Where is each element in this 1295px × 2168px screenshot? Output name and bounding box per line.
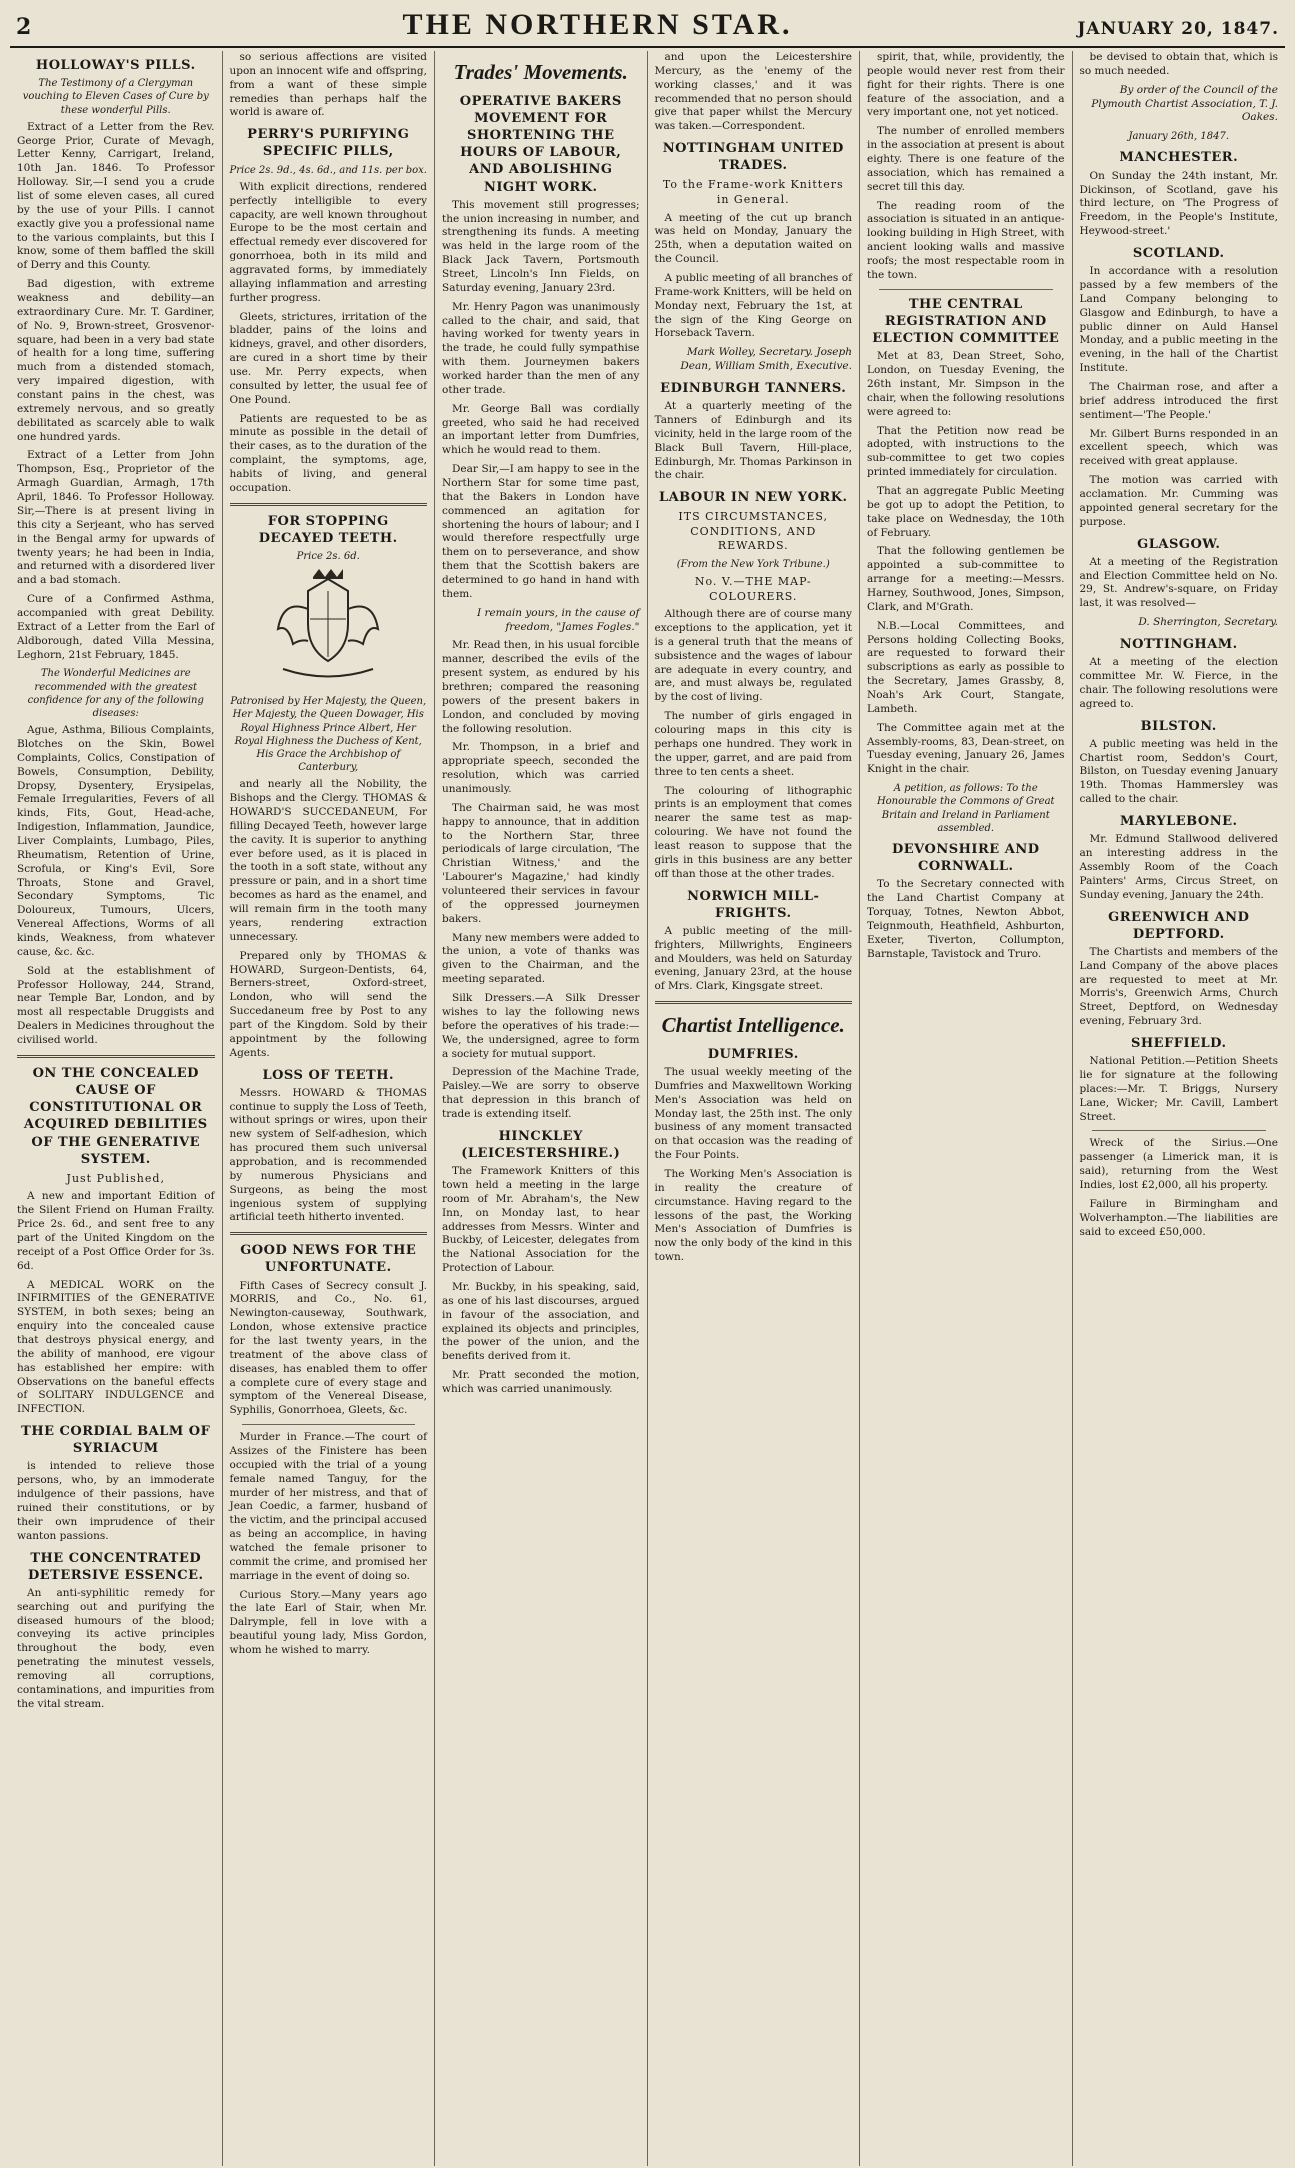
paragraph: A public meeting of the mill-frighters, Millwrights, Engineers and Moulders, was held on Saturday evening, January 23rd, at the house of Mrs. Clark, Kingsgate street. <box>654 924 852 993</box>
columns <box>10 51 1285 2166</box>
paragraph: The Chairman rose, and after a brief address introduced the first sentiment—'The People.' <box>1079 380 1278 421</box>
headline-perrys-pills: PERRY'S PURIFYING SPECIFIC PILLS, <box>247 127 410 160</box>
column-6 <box>1073 51 1286 2166</box>
paragraph: The number of girls engaged in colouring maps in this city is perhaps one hundred. They work in the upper, garret, and are paid from three to ten cents a sheet. <box>654 710 852 778</box>
paragraph: and nearly all the Nobility, the Bishops and the Clergy. THOMAS & HOWARD'S SUCCEDANEUM, For filling Decayed Teeth, however large the cavity. It is superior to anything ever before used, as it is placed in the tooth in a soft state, without any pressure or pain, and in a short time becomes as hard as the enamel, and will remain firm in the tooth many years, rendering extraction unnecessary. <box>229 778 427 943</box>
paragraph: A public meeting was held in the Chartist room, Seddon's Court, Bilston, on Tuesday evening January 19th. Thomas Hammersley was called to the chair. <box>1079 737 1278 806</box>
paragraph: That the Petition now read be adopted, with instructions to the sub-committee to get two copies printed immediately for circulation. <box>867 424 1065 479</box>
headline-bakers: OPERATIVE BAKERS MOVEMENT FOR SHORTENING THE HOURS OF LABOUR, AND ABOLISHING NIGHT WORK. <box>459 93 622 195</box>
paragraph: Many new members were added to the union, a vote of thanks was given to the Chairman, and the meeting separated. <box>442 931 640 986</box>
paragraph: National Petition.—Petition Sheets lie for signature at the following places:—Mr. T. Briggs, Nursery Lane, Wicker; Mr. Cavill, Lambert Street. <box>1079 1055 1278 1123</box>
divider <box>230 503 428 506</box>
paragraph: Mr. Gilbert Burns responded in an excellent speech, which was received with great applause. <box>1079 427 1278 468</box>
page-number: 2 <box>16 14 32 40</box>
paragraph: Met at 83, Dean Street, Soho, London, on Tuesday Evening, the 26th instant, Mr. Simpson in the chair, when the following resolutions were agreed to: <box>867 350 1065 418</box>
paragraph: is intended to relieve those persons, who, by an immoderate indulgence of their passions, have ruined their constitutions, or by their own imprudence of their wanton passions. <box>17 1460 215 1542</box>
headline-dumfries: DUMFRIES. <box>707 1046 799 1062</box>
headline-sheffield: SHEFFIELD. <box>1130 1035 1227 1051</box>
paragraph: Curious Story.—Many years ago the late Earl of Stair, when Mr. Dalrymple, fell in love with a beautiful young lady, Miss Gordon, whom he wished to marry. <box>229 1588 427 1657</box>
dateline: January 26th, 1847. <box>1128 131 1230 143</box>
paragraph: With explicit directions, rendered perfectly intelligible to every capacity, are well known throughout Europe to be the most certain and effectual remedy ever discovered for gonorrhoea, both in its mild and aggravated forms, by immediately allaying inflammation and arresting further progress. <box>229 180 427 304</box>
headline-norwich: NORWICH MILL-FRIGHTS. <box>687 888 820 921</box>
headline-labour-new-york: LABOUR IN NEW YORK. <box>658 490 848 506</box>
paragraph: A public meeting of all branches of Frame-work Knitters, will be held on Monday next, February the 1st, at the sign of the King George on Horseback Tavern. <box>654 271 852 340</box>
paragraph: spirit, that, while, providently, the people would never rest from their fight for their rights. There is one feature of the association, and a very important one, not yet noticed. <box>867 51 1065 119</box>
column-1 <box>10 51 223 2166</box>
paragraph: Mr. Edmund Stallwood delivered an interesting address in the Assembly Room of the Coach Painters' Arms, Circus Street, on Sunday evening, January the 24th. <box>1079 833 1278 901</box>
paragraph: The number of enrolled members in the association at present is about eighty. There is one feature of the association, which has remained a secret till this day. <box>867 125 1065 193</box>
headline-marylebone: MARYLEBONE. <box>1119 814 1238 830</box>
divider <box>879 289 1053 290</box>
price-line: Price 2s. 9d., 4s. 6d., and 11s. per box. <box>229 164 427 176</box>
paragraph: At a meeting of the Registration and Election Committee held on No. 29, St. Andrew's-square, on Friday last, it was resolved— <box>1079 555 1278 610</box>
paragraph: and upon the Leicestershire Mercury, as the 'enemy of the working classes,' and it was recommended that no person should give that paper whilst the Mercury was taken.—Correspondent. <box>654 51 852 133</box>
masthead <box>10 8 1285 48</box>
paragraph: In accordance with a resolution passed by a few members of the Land Company belonging to Glasgow and Edinburgh, to have a public dinner on Auld Hansel Monday, and a public meeting in the evening, in the hall of the Chartist Institute. <box>1079 265 1278 375</box>
paragraph: Mr. Henry Pagon was unanimously called to the chair, and said, that having worked for twenty years in the trade, he could fully sympathise with them. Journeymen bakers worked harder than the men of any other trade. <box>442 300 640 396</box>
column-5 <box>860 51 1073 2166</box>
paragraph: Silk Dressers.—A Silk Dresser wishes to lay the following news before the operatives of his trade:—We, the undersigned, agree to form a society for mutual support. <box>442 992 640 1060</box>
petition-heading: A petition, as follows: To the Honourable the Commons of Great Britain and Ireland in Parliament assembled. <box>876 783 1055 834</box>
paragraph: Depression of the Machine Trade, Paisley.—We are sorry to observe that depression in this branch of trade is extending itself. <box>442 1066 640 1120</box>
paragraph: Mr. Thompson, in a brief and appropriate speech, seconded the resolution, which was carried unanimously. <box>442 741 640 796</box>
headline-debilities: ON THE CONCEALED CAUSE OF CONSTITUTIONAL OR ACQUIRED DEBILITIES OF THE GENERATIVE SYSTEM. <box>23 1065 208 1167</box>
paragraph: A new and important Edition of the Silent Friend on Human Frailty. Price 2s. 6d., and sent free to any part of the United Kingdom on the receipt of a Post Office Order for 3s. 6d. <box>17 1190 215 1272</box>
headline-nottingham: NOTTINGHAM. <box>1119 637 1238 653</box>
source-line: (From the New York Tribune.) <box>676 558 830 570</box>
paragraph: The Working Men's Association is in reality the creature of circumstance. Having regard to the lessons of the past, the Working Men's Association of Dumfries is now the only body of the kind in this town. <box>654 1168 852 1264</box>
paragraph: That the following gentlemen be appointed a sub-committee to arrange for a meeting:—Messrs. Harney, Southwood, Jones, Simpson, Clark, and M'Grath. <box>867 545 1065 613</box>
paragraph: Mr. Pratt seconded the motion, which was carried unanimously. <box>442 1369 640 1395</box>
column-2 <box>223 51 436 2166</box>
coat-of-arms-icon <box>253 569 403 689</box>
headline-central-registration: THE CENTRAL REGISTRATION AND ELECTION COMMITTEE <box>872 296 1060 347</box>
paragraph: This movement still progresses; the union increasing in number, and strengthening its funds. A meeting was held in the large room of the Black Jack Tavern, Portsmouth Street, Lincoln's Inn Fields, on Saturday evening, January 23rd. <box>442 198 640 294</box>
paragraph: Mr. Buckby, in his speaking, said, as one of his last discourses, argued in favour of the association, and explained its objects and principles, the power of the union, and the benefits derived from it. <box>442 1280 640 1363</box>
patronage: Patronised by Her Majesty, the Queen, Her Majesty, the Queen Dowager, His Royal Highness Prince Albert, Her Royal Highness the Duchess of Kent, His Grace the Archbishop of Canterbury, <box>230 696 427 774</box>
headline-detersive-essence: THE CONCENTRATED DETERSIVE ESSENCE. <box>27 1550 204 1583</box>
headline-nottingham-trades: NOTTINGHAM UNITED TRADES. <box>662 141 844 174</box>
subheading: No. V.—THE MAP-COLOURERS. <box>694 575 812 603</box>
divider <box>655 1001 853 1004</box>
lead: The Testimony of a Clergyman vouching to Eleven Cases of Cure by these wonderful Pills. <box>22 78 209 116</box>
paragraph: Although there are of course many exceptions to the application, yet it is a general truth that the means of subsistence and the wages of labour are adequate in every country, and are, and must always be, regulated by the cost of living. <box>654 608 852 704</box>
list-heading: The Wonderful Medicines are recommended with the greatest confidence for any of the following diseases: <box>27 668 204 719</box>
signature: By order of the Council of the Plymouth Chartist Association, T. J. Oakes. <box>1091 83 1278 124</box>
paragraph: To the Secretary connected with the Land Chartist Company at Torquay, Totnes, Newton Abbot, Teignmouth, Heathfield, Ashburton, Exeter, Tiverton, Collumpton, Barnstaple, Tavistock and Truro. <box>867 878 1065 960</box>
issue-date: JANUARY 20, 1847. <box>1077 19 1279 39</box>
paragraph: so serious affections are visited upon an innocent wife and offspring, from a want of these simple remedies than perhaps half the world is aware of. <box>229 51 427 119</box>
divider <box>17 1055 215 1058</box>
subheading: Just Published, <box>66 1171 165 1185</box>
paragraph: Fifth Cases of Secrecy consult J. MORRIS, and Co., No. 61, Newington-causeway, Southwark, London, whose extensive practice for the last twenty years, in the treatment of the above class of diseases, has enabled them to offer a complete cure of every stage and symptom of the Venereal Disease, Syphilis, Gonorrhoea, Gleets, &c. <box>229 1279 427 1417</box>
newspaper-title: THE NORTHERN STAR. <box>402 8 793 41</box>
price-line: Price 2s. 6d. <box>296 551 360 563</box>
divider <box>1092 1130 1267 1131</box>
paragraph: At a meeting of the election committee Mr. W. Fierce, in the chair. The following resolutions were agreed to. <box>1079 656 1278 710</box>
headline-greenwich: GREENWICH AND DEPTFORD. <box>1108 909 1250 942</box>
paragraph: The motion was carried with acclamation. Mr. Cumming was appointed general secretary for the purpose. <box>1079 474 1278 528</box>
paragraph: The Chartists and members of the Land Company of the above places are requested to meet at Mr. Morris's, Greenwich Arms, Church Street, Deptford, on Wednesday evening, February 3rd. <box>1079 945 1278 1028</box>
paragraph: Bad digestion, with extreme weakness and debility—an extraordinary Cure. Mr. T. Gardiner, of No. 9, Brown-street, Grosvenor-square, had been in a very bad state of health for a long time, suffering much from a distended stomach, very impaired digestion, with constant pains in the chest, was extremely nervous, and so greatly debilitated as scarcely able to walk one hundred yards. <box>17 278 215 443</box>
paragraph: Prepared only by THOMAS & HOWARD, Surgeon-Dentists, 64, Berners-street, Oxford-street, London, who will send the Succedaneum free by Post to any part of the Kingdom. Sold by their appointment by the following Agents. <box>229 949 427 1059</box>
paragraph: A meeting of the cut up branch was held on Monday, January the 25th, when a deputation waited on the Council. <box>654 211 852 266</box>
paragraph: Extract of a Letter from the Rev. George Prior, Curate of Mevagh, Letter Kenny, Carrigart, Ireland, 10th Jan. 1846. To Professor Holloway. Sir,—I send you a crude list of some eleven cases, all cured by the use of your Pills. I cannot exactly give you a professional name to the various complaints, but this I know, some of them baffled the skill of Derry and this County. <box>17 120 215 272</box>
subheading: To the Frame-work Knitters in General. <box>662 178 844 206</box>
paragraph: Extract of a Letter from John Thompson, Esq., Proprietor of the Armagh Guardian, Armagh, 17th April, 1846. To Professor Holloway. Sir,—There is at present living in this city a Serjeant, who has served in the Bengal army for upwards of twenty years; he had been in India, and returned with a disordered liver and a bad stomach. <box>17 449 215 587</box>
paragraph: The Framework Knitters of this town held a meeting in the large room of Mr. Abraham's, the New Inn, on Monday last, to hear addresses from Messrs. Winter and Buckby, of Leicester, delegates from the National Association for the Protection of Labour. <box>442 1165 640 1275</box>
paragraph: Murder in France.—The court of Assizes of the Finistere has been occupied with the trial of a young female named Tanguy, for the murder of her mistress, and that of Jean Coedic, a farmer, husband of the victim, and the principal accused as being an accomplice, in having watched the female prisoner to commit the crime, and promised her marriage in the event of doing so. <box>229 1431 427 1582</box>
paragraph: Gleets, strictures, irritation of the bladder, pains of the loins and kidneys, gravel, and other disorders, are cured in a short time by their use. Mr. Perry expects, when consulted by letter, the usual fee of One Pound. <box>229 310 427 406</box>
section-title-chartist: Chartist Intelligence. <box>661 1013 845 1038</box>
signature: D. Sherrington, Secretary. <box>1138 616 1278 629</box>
paragraph: Mr. George Ball was cordially greeted, who said he had received an important letter from Dumfries, which he would read to them. <box>442 402 640 457</box>
paragraph: A MEDICAL WORK on the INFIRMITIES of the GENERATIVE SYSTEM, in both sexes; being an enquiry into the concealed cause that destroys physical energy, and the ability of manhood, ere vigour has established her empire: with Observations on the baneful effects of SOLITARY INDULGENCE and INFECTION. <box>17 1278 215 1416</box>
section-title-trades: Trades' Movements. <box>453 60 628 84</box>
column-3 <box>435 51 648 2166</box>
headline-manchester: MANCHESTER. <box>1119 150 1239 166</box>
paragraph: Mr. Read then, in his usual forcible manner, described the evils of the present system, as endured by his brethren; compared the reasoning powers of the present bakers in London, and concluded by moving the following resolution. <box>442 639 640 735</box>
paragraph: An anti-syphilitic remedy for searching out and purifying the diseased humours of the blood; conveying its active principles throughout the body, even penetrating the minutest vessels, removing all corruptions, contaminations, and impurities from the vital stream. <box>17 1586 215 1710</box>
headline-holloways-pills: HOLLOWAY'S PILLS. <box>35 58 196 73</box>
paragraph: Patients are requested to be as minute as possible in the detail of their cases, as to the duration of the complaint, the symptoms, age, habits of living, and general occupation. <box>229 412 427 494</box>
headline-glasgow: GLASGOW. <box>1137 536 1221 552</box>
disease-list: Ague, Asthma, Bilious Complaints, Blotches on the Skin, Bowel Complaints, Colics, Constipation of Bowels, Consumption, Debility, Dropsy, Dysentery, Erysipelas, Female Irregularities, Fevers of all kinds, Fits, Gout, Head-ache, Indigestion, Inflammation, Jaundice, Liver Complaints, Lumbago, Piles, Rheumatism, Retention of Urine, Scrofula, or King's Evil, Sore Throats, Stone and Gravel, Secondary Symptoms, Tic Doloureux, Tumours, Ulcers, Venereal Affections, Worms of all kinds, Weakness, from whatever cause, &c. &c. <box>17 724 215 958</box>
divider <box>242 1424 416 1425</box>
headline-good-news: GOOD NEWS FOR THE UNFORTUNATE. <box>240 1243 417 1276</box>
paragraph: Sold at the establishment of Professor Holloway, 244, Strand, near Temple Bar, London, and by most all respectable Druggists and Dealers in Medicines throughout the civilised world. <box>17 964 215 1047</box>
headline-loss-of-teeth: LOSS OF TEETH. <box>262 1067 395 1083</box>
paragraph: The colouring of lithographic prints is an employment that comes nearer the same test as map-colouring. We have not found the least reason to suppose that the girls in this business are any better off than those at the other trades. <box>654 784 852 880</box>
column-4 <box>648 51 861 2166</box>
paragraph: Dear Sir,—I am happy to see in the Northern Star for some time past, that the Bakers in London have commenced an agitation for shortening the hours of labour; and I would therefore respectfully urge them on to perseverance, and show them that the Scottish bakers are determined to go hand in hand with them. <box>442 463 640 600</box>
paragraph: Messrs. HOWARD & THOMAS continue to supply the Loss of Teeth, without springs or wires, upon their new system of Self-adhesion, which has procured them such universal approbation, and is recommended by numerous Physicians and Surgeons, as being the most ingenious system of supplying artificial teeth hitherto invented. <box>229 1086 427 1224</box>
paragraph: N.B.—Local Committees, and Persons holding Collecting Books, are requested to forward their subscriptions as early as possible to the Secretary, James Grassby, 8, Noah's Ark Court, Stangate, Lambeth. <box>867 619 1065 715</box>
headline-edinburgh-tanners: EDINBURGH TANNERS. <box>660 380 847 396</box>
paragraph: The reading room of the association is situated in an antique-looking building in High Street, with ancient looking walls and massive roofs; the most respectable room in the town. <box>867 199 1065 281</box>
headline-decayed-teeth: FOR STOPPING DECAYED TEETH. <box>258 513 398 546</box>
headline-bilston: BILSTON. <box>1140 718 1217 734</box>
headline-cordial-balm: THE CORDIAL BALM OF SYRIACUM <box>21 1424 211 1457</box>
paragraph: Cure of a Confirmed Asthma, accompanied with great Debility. Extract of a Letter from the Earl of Aldborough, dated Villa Messina, Leghorn, 21st February, 1845. <box>17 593 215 661</box>
paragraph: On Sunday the 24th instant, Mr. Dickinson, of Scotland, gave his third lecture, on 'The Progress of Freedom, in the People's Institute, Heywood-street.' <box>1079 169 1278 238</box>
paragraph: At a quarterly meeting of the Tanners of Edinburgh and its vicinity, held in the large room of the Black Bull Tavern, Hill-place, Edinburgh, Mr. Thomas Parkinson in the chair. <box>654 400 852 482</box>
paragraph: The usual weekly meeting of the Dumfries and Maxwelltown Working Men's Association was held on Monday last, the 25th inst. The only business of any moment transacted on that occasion was the reading of the Four Points. <box>654 1066 852 1162</box>
paragraph: The Chairman said, he was most happy to announce, that in addition to the Northern Star, three periodicals of large circulation, 'The Christian Witness,' and the 'Labourer's Magazine,' had kindly volunteered their services in favour of the oppressed journeymen bakers. <box>442 801 640 925</box>
paragraph: be devised to obtain that, which is so much needed. <box>1079 51 1278 77</box>
paragraph: Wreck of the Sirius.—One passenger (a Limerick man, it is said), returning from the West Indies, lost £2,000, all his property. <box>1079 1137 1278 1192</box>
paragraph: That an aggregate Public Meeting be got up to adopt the Petition, to take place on Wednesday, the 10th of February. <box>867 484 1065 539</box>
royal-arms-illustration <box>253 569 403 689</box>
headline-scotland: SCOTLAND. <box>1132 245 1225 261</box>
signature: Mark Wolley, Secretary. Joseph Dean, William Smith, Executive. <box>680 346 852 373</box>
signature: I remain yours, in the cause of freedom, "James Fogles." <box>476 606 640 633</box>
subheading: ITS CIRCUMSTANCES, CONDITIONS, AND REWARDS. <box>678 510 829 553</box>
paragraph: The Committee again met at the Assembly-rooms, 83, Dean-street, on Tuesday evening, January 26, James Knight in the chair. <box>867 721 1065 776</box>
paragraph: Failure in Birmingham and Wolverhampton.—The liabilities are said to exceed £50,000. <box>1079 1197 1278 1238</box>
headline-hinckley: HINCKLEY (LEICESTERSHIRE.) <box>461 1128 621 1161</box>
divider <box>230 1232 428 1235</box>
headline-devonshire: DEVONSHIRE AND CORNWALL. <box>892 841 1040 875</box>
